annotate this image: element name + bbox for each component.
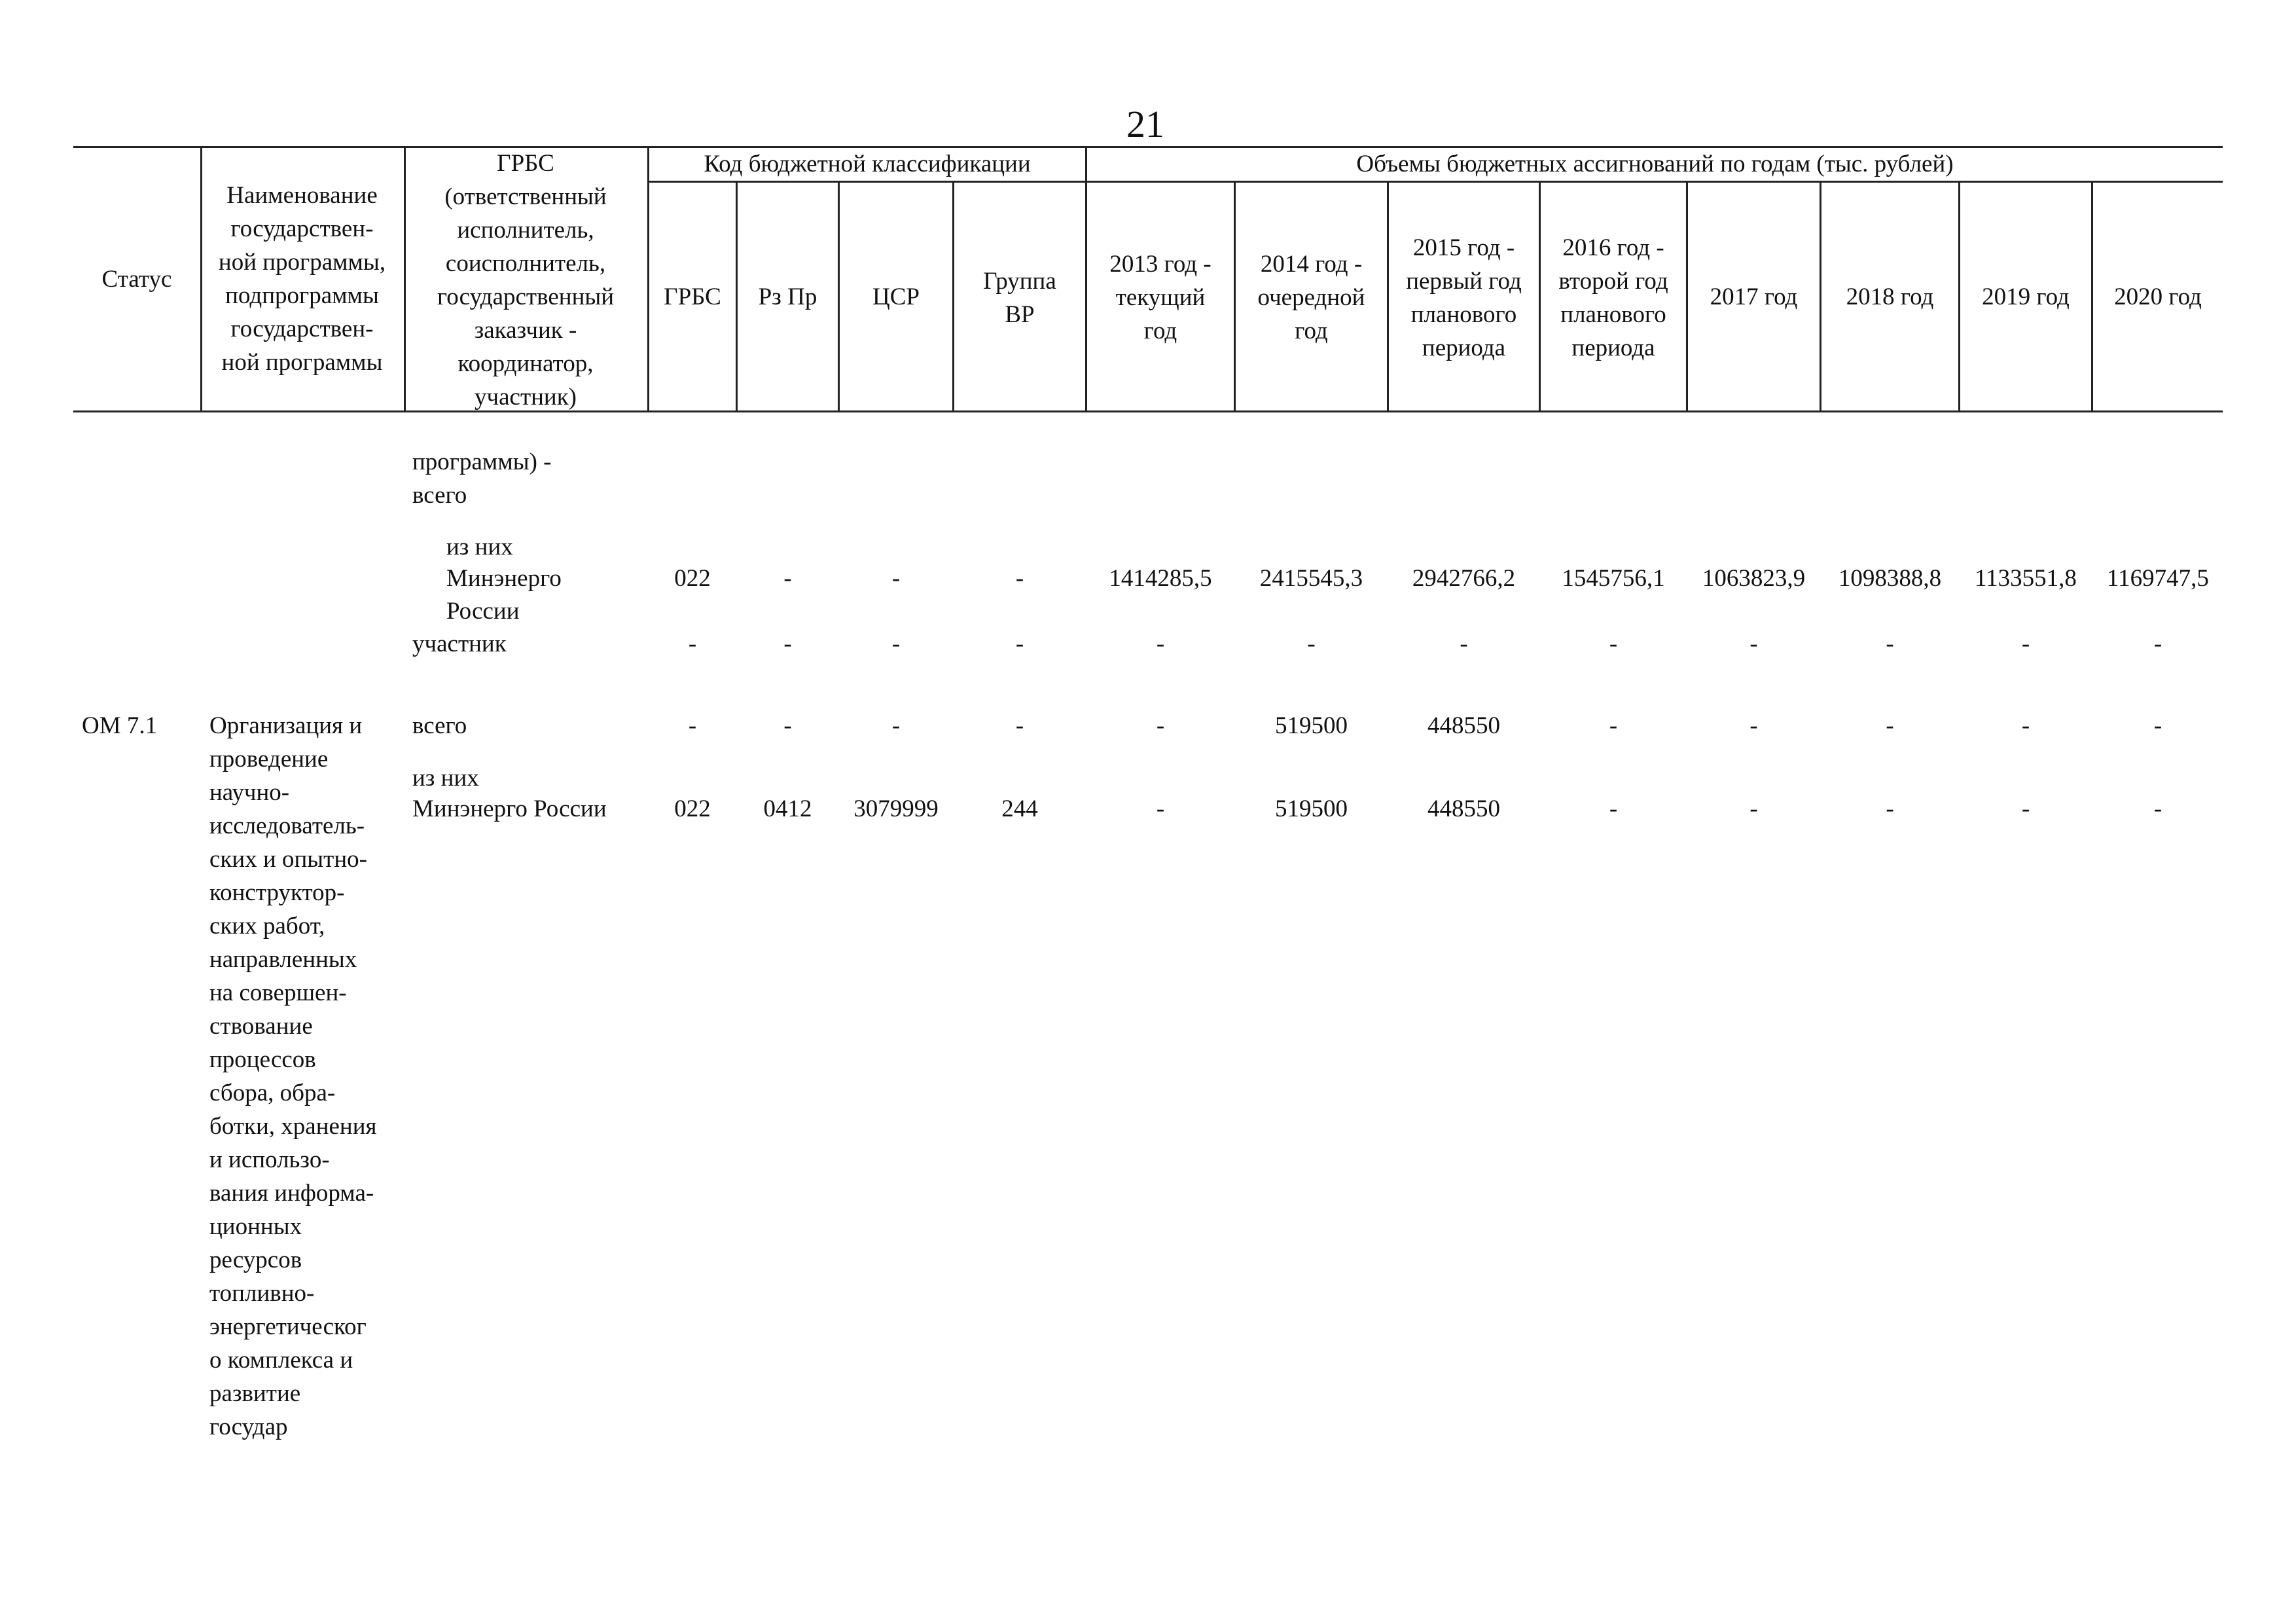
row-om-name-line: конструктор-: [209, 879, 345, 906]
header-year-2015: периода: [1422, 335, 1506, 361]
header-year-2017: 2017 год: [1710, 283, 1798, 310]
row-om-name-line: ских работ,: [209, 913, 325, 939]
header-divider: [647, 146, 649, 410]
row-minenergo-rzpr: -: [783, 565, 792, 592]
row-minenergo-2017: 1063823,9: [1702, 565, 1806, 592]
header-year-2014: очередной: [1257, 284, 1365, 311]
header-kbk-rzpr: Рз Пр: [758, 283, 817, 310]
row-om-name: [209, 709, 406, 1444]
header-name-line: государствен-: [230, 215, 374, 242]
header-kbk-group-vr: ВР: [1005, 301, 1035, 328]
row-om-minenergo-vr: 244: [1001, 795, 1038, 822]
header-grbs-responsible: [404, 147, 647, 414]
header-year-2016: второй год: [1558, 268, 1668, 295]
row-om-minenergo-2014: 519500: [1275, 795, 1348, 822]
header-year-2014: 2014 год -: [1260, 251, 1363, 278]
header-year-2014: год: [1295, 318, 1328, 344]
row-minenergo-vr: -: [1015, 565, 1024, 592]
row-om-name-line: государ: [209, 1413, 288, 1440]
row-om-name-line: вания информа-: [209, 1180, 374, 1207]
row-om-name-line: исследователь-: [209, 812, 365, 839]
row-om-name-line: направленных: [209, 946, 357, 973]
row-participant-label: участник: [412, 630, 507, 657]
row-minenergo-2013: 1414285,5: [1109, 565, 1212, 592]
row-om-total-2019: -: [2021, 712, 2030, 739]
header-year-2013: год: [1143, 318, 1177, 344]
row-om-name-line: ботки, хранения: [209, 1113, 377, 1140]
row-om-minenergo-label: Минэнерго России: [412, 795, 607, 822]
header-subgroup-rule: [647, 181, 2223, 183]
row-om-name-line: проведение: [209, 746, 329, 773]
header-name-line: ной программы,: [218, 249, 386, 276]
row-om-minenergo-2013: -: [1156, 795, 1165, 822]
header-year-2019: 2019 год: [1982, 283, 2070, 310]
row-om-minenergo-label: из них: [412, 765, 479, 792]
header-grbs-line: заказчик -: [474, 317, 577, 344]
header-year-2018: 2018 год: [1846, 283, 1934, 310]
row-om-minenergo-grbs: 022: [674, 795, 711, 822]
header-bottom-rule: [73, 410, 2223, 412]
row-om-total-2013: -: [1156, 712, 1165, 739]
row-om-name-line: Организация и: [209, 712, 363, 739]
row-minenergo-label: из них: [446, 534, 513, 560]
row-participant-rzpr: -: [783, 630, 792, 657]
header-status: Статус: [101, 266, 172, 293]
row-om-name-line: процессов: [209, 1046, 316, 1073]
row-om-total-grbs: -: [688, 712, 697, 739]
row-minenergo-2016: 1545756,1: [1562, 565, 1665, 592]
header-grbs-line: исполнитель,: [457, 217, 594, 244]
row-participant-2017: -: [1749, 630, 1758, 657]
row-om-name-line: энергетическог: [209, 1313, 367, 1340]
row-om-name-line: ских и опытно-: [209, 846, 367, 873]
header-year-2013: текущий: [1115, 284, 1206, 311]
header-name-line: подпрограммы: [225, 282, 379, 309]
row-minenergo-2020: 1169747,5: [2107, 565, 2209, 592]
header-year-2015: планового: [1410, 301, 1517, 328]
header-name-line: Наименование: [226, 182, 378, 209]
header-grbs-line: соисполнитель,: [445, 250, 606, 277]
row-om-total-vr: -: [1015, 712, 1024, 739]
row-om-name-line: научно-: [209, 779, 290, 806]
header-grbs-line: государственный: [437, 283, 615, 310]
row-om-total-2016: -: [1609, 712, 1618, 739]
row-om-minenergo-2016: -: [1609, 795, 1618, 822]
row-om-name-line: ционных: [209, 1213, 302, 1240]
row-om-name-line: о комплекса и: [209, 1347, 353, 1374]
row-minenergo-2018: 1098388,8: [1838, 565, 1942, 592]
header-year-2016: периода: [1571, 335, 1655, 361]
header-kbk-csr: ЦСР: [872, 283, 920, 310]
row-om-total-2018: -: [1886, 712, 1894, 739]
row-participant-2013: -: [1156, 630, 1165, 657]
row-minenergo-2015: 2942766,2: [1412, 565, 1516, 592]
row-minenergo-label: Минэнерго: [446, 565, 562, 592]
header-kbk-group: Код бюджетной классификации: [704, 151, 1031, 177]
header-grbs-line: координатор,: [457, 350, 594, 377]
row-participant-2014: -: [1307, 630, 1316, 657]
row-om-total-2015: 448550: [1427, 712, 1500, 739]
header-year-2015: первый год: [1406, 268, 1522, 295]
row-om-total-csr: -: [891, 712, 901, 739]
row-continuation-label: программы) -: [412, 448, 552, 475]
header-grbs-line: (ответственный: [444, 183, 607, 210]
row-om-name-line: сбора, обра-: [209, 1080, 336, 1106]
row-om-total-2020: -: [2153, 712, 2162, 739]
header-volumes-group: Объемы бюджетных ассигнований по годам (тыс. рублей): [1356, 151, 1954, 177]
row-participant-2016: -: [1609, 630, 1618, 657]
row-om-status: ОМ 7.1: [82, 712, 158, 739]
header-year-2016: планового: [1560, 301, 1666, 328]
header-year-2015: 2015 год -: [1412, 234, 1515, 261]
row-om-minenergo-rzpr: 0412: [763, 795, 812, 822]
row-participant-2020: -: [2153, 630, 2162, 657]
row-om-name-line: и использо-: [209, 1146, 330, 1173]
header-year-2016: 2016 год -: [1562, 234, 1664, 261]
header-kbk-grbs: ГРБС: [664, 283, 721, 310]
row-om-minenergo-2018: -: [1886, 795, 1894, 822]
header-name: [200, 179, 404, 379]
row-participant-2019: -: [2021, 630, 2030, 657]
row-participant-2015: -: [1460, 630, 1468, 657]
row-minenergo-grbs: 022: [674, 565, 711, 592]
row-continuation-label: всего: [412, 482, 467, 509]
row-om-minenergo-2017: -: [1749, 795, 1758, 822]
header-year-2013: 2013 год -: [1109, 251, 1211, 278]
row-om-name-line: на совершен-: [209, 979, 347, 1006]
page-number: 21: [1126, 103, 1164, 145]
row-minenergo-2014: 2415545,3: [1259, 565, 1363, 592]
row-om-name-line: ствование: [209, 1013, 313, 1040]
header-name-line: ной программы: [221, 349, 383, 376]
row-om-minenergo-2015: 448550: [1427, 795, 1500, 822]
row-om-minenergo-csr: 3079999: [853, 795, 939, 822]
row-om-total-rzpr: -: [783, 712, 792, 739]
row-om-total-2014: 519500: [1275, 712, 1348, 739]
row-om-minenergo-2019: -: [2021, 795, 2030, 822]
row-minenergo-csr: -: [891, 565, 901, 592]
row-participant-vr: -: [1015, 630, 1024, 657]
row-om-name-line: топливно-: [209, 1280, 315, 1307]
row-om-name-line: развитие: [209, 1380, 301, 1407]
header-name-line: государствен-: [230, 316, 374, 342]
row-om-total-label: всего: [412, 712, 467, 739]
row-participant-csr: -: [891, 630, 901, 657]
header-grbs-line: ГРБС: [497, 150, 554, 177]
row-participant-grbs: -: [688, 630, 697, 657]
row-om-name-line: ресурсов: [209, 1247, 302, 1273]
row-om-minenergo-2020: -: [2153, 795, 2162, 822]
row-participant-2018: -: [1886, 630, 1894, 657]
header-grbs-line: участник): [474, 384, 577, 410]
header-kbk-group-vr: Группа: [983, 268, 1056, 295]
row-minenergo-2019: 1133551,8: [1975, 565, 2077, 592]
row-om-total-2017: -: [1749, 712, 1758, 739]
row-minenergo-label: России: [446, 598, 520, 625]
header-year-2020: 2020 год: [2114, 283, 2202, 310]
